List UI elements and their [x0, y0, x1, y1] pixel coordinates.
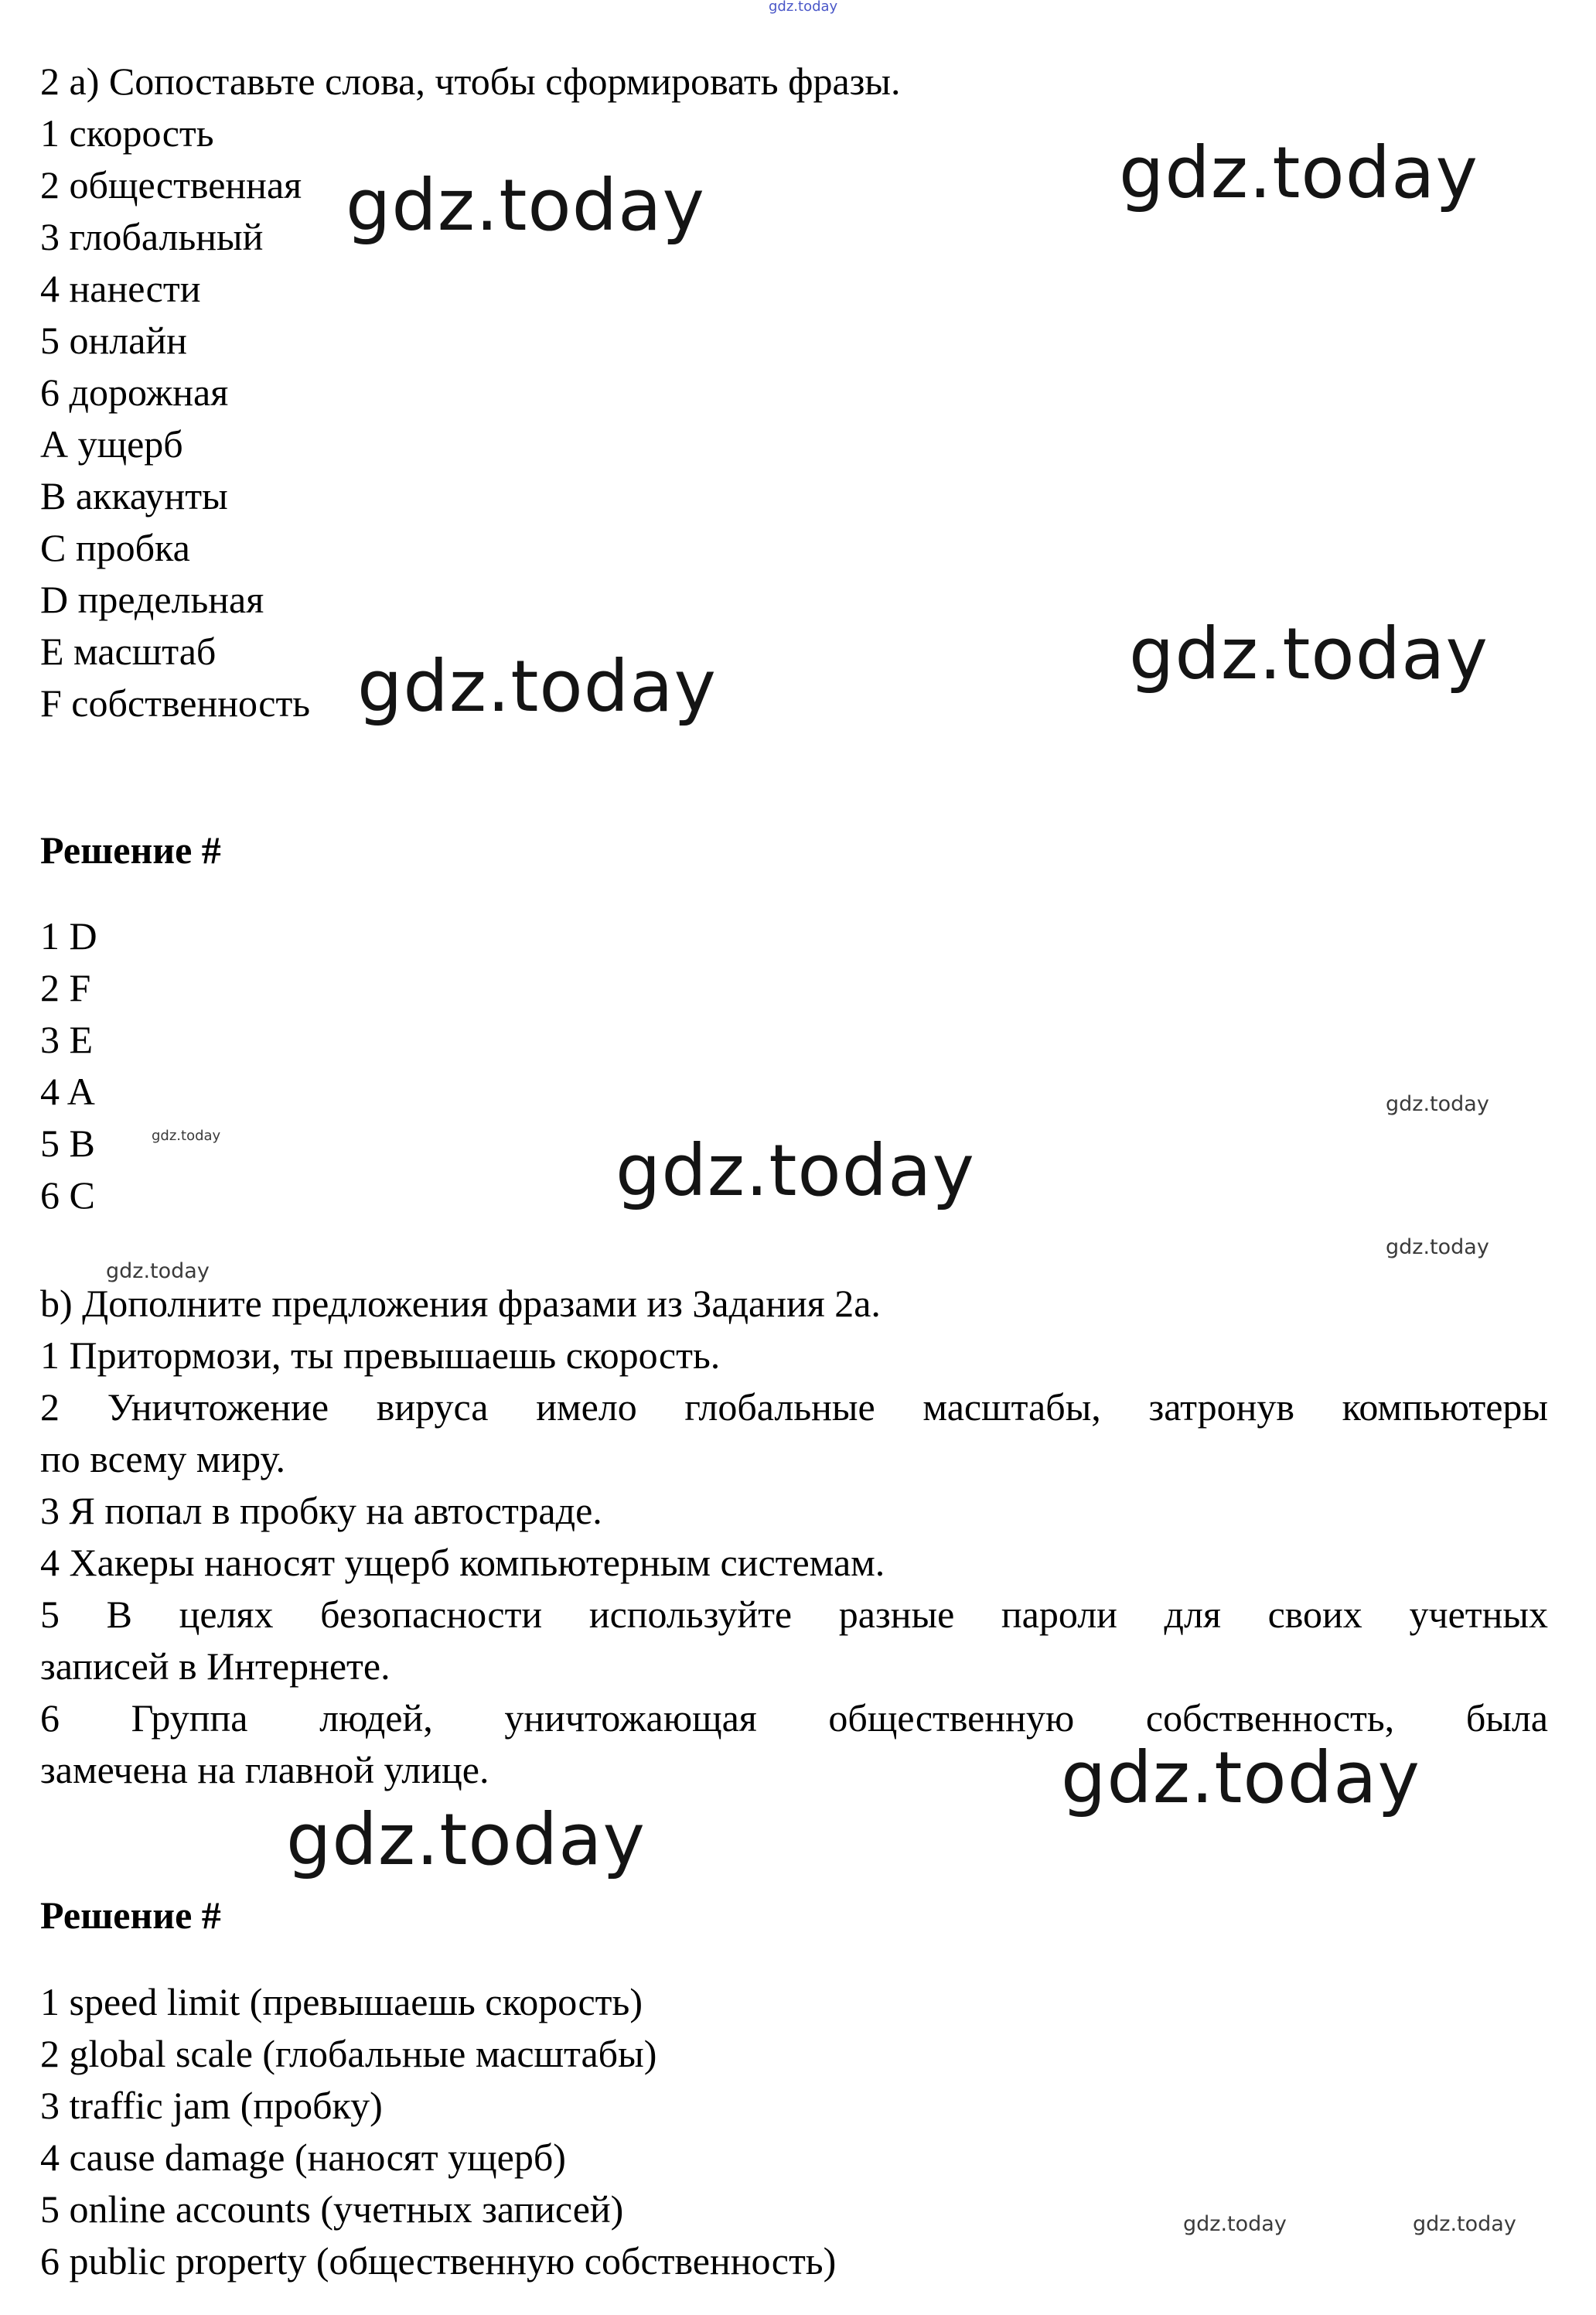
solution-a-answer: 4 A: [40, 1070, 95, 1113]
solution-a-answer: 1 D: [40, 914, 97, 958]
task-b-sentence: 3 Я попал в пробку на автостраде.: [40, 1489, 602, 1532]
task-b-sentence: записей в Интернете.: [40, 1644, 390, 1688]
task-b-title: b) Дополните предложения фразами из Задания 2а.: [40, 1282, 881, 1325]
watermark: gdz.today: [286, 1798, 646, 1881]
task-a-option: D предельная: [40, 578, 264, 621]
task-a-word: 3 глобальный: [40, 215, 264, 258]
solution-b-answer: 1 speed limit (превышаешь скорость): [40, 1980, 643, 2023]
solution-a-answer: 2 F: [40, 966, 91, 1009]
task-b-sentence: 5 В целях безопасности используйте разные пароли для своих учетных: [40, 1593, 1548, 1636]
task-a-title: 2 а) Сопоставьте слова, чтобы сформировать фразы.: [40, 60, 901, 103]
task-b-sentence: 6 Группа людей, уничтожающая общественную собственность, была: [40, 1696, 1548, 1740]
task-a-option: А ущерб: [40, 422, 183, 466]
watermark: gdz.today: [346, 164, 705, 247]
watermark-small: gdz.today: [1413, 2212, 1516, 2236]
task-b-sentence: 2 Уничтожение вируса имело глобальные масштабы, затронув компьютеры: [40, 1385, 1548, 1429]
watermark-small: gdz.today: [106, 1259, 210, 1283]
watermark: gdz.today: [1061, 1736, 1420, 1819]
task-a-option: F собственность: [40, 681, 311, 725]
watermark: gdz.today: [357, 645, 717, 728]
solution-a-heading: Решение #: [40, 828, 221, 872]
watermark-small: gdz.today: [1386, 1092, 1489, 1116]
task-a-word: 2 общественная: [40, 163, 302, 207]
task-a-option: В аккаунты: [40, 474, 228, 517]
task-a-word: 4 нанести: [40, 267, 201, 310]
task-a-option: Е масштаб: [40, 630, 217, 673]
task-a-word: 5 онлайн: [40, 319, 187, 362]
solution-b-answer: 2 global scale (глобальные масштабы): [40, 2032, 657, 2075]
solution-a-answer: 3 E: [40, 1018, 94, 1061]
solution-b-answer: 5 online accounts (учетных записей): [40, 2187, 624, 2231]
solution-b-answer: 4 cause damage (наносят ущерб): [40, 2136, 566, 2179]
task-a-option: С пробка: [40, 526, 190, 569]
task-b-sentence: 1 Притормози, ты превышаешь скорость.: [40, 1333, 721, 1377]
watermark: gdz.today: [1129, 613, 1489, 695]
task-b-sentence: по всему миру.: [40, 1437, 285, 1480]
watermark-small: gdz.today: [1386, 1235, 1489, 1259]
solution-a-answer: 6 C: [40, 1173, 95, 1217]
solution-b-heading: Решение #: [40, 1893, 221, 1937]
solution-a-answer: 5 B: [40, 1122, 95, 1165]
watermark: gdz.today: [616, 1129, 975, 1212]
solution-b-answer: 6 public property (общественную собственность): [40, 2239, 837, 2283]
watermark-top: gdz.today: [769, 0, 838, 15]
solution-b-answer: 3 traffic jam (пробку): [40, 2084, 383, 2127]
task-a-word: 1 скорость: [40, 111, 214, 155]
watermark: gdz.today: [1119, 131, 1478, 214]
task-b-sentence: замечена на главной улице.: [40, 1748, 489, 1791]
watermark-tiny: gdz.today: [152, 1128, 221, 1144]
task-a-word: 6 дорожная: [40, 370, 229, 414]
watermark-small: gdz.today: [1183, 2212, 1287, 2236]
task-b-sentence: 4 Хакеры наносят ущерб компьютерным системам.: [40, 1541, 885, 1584]
